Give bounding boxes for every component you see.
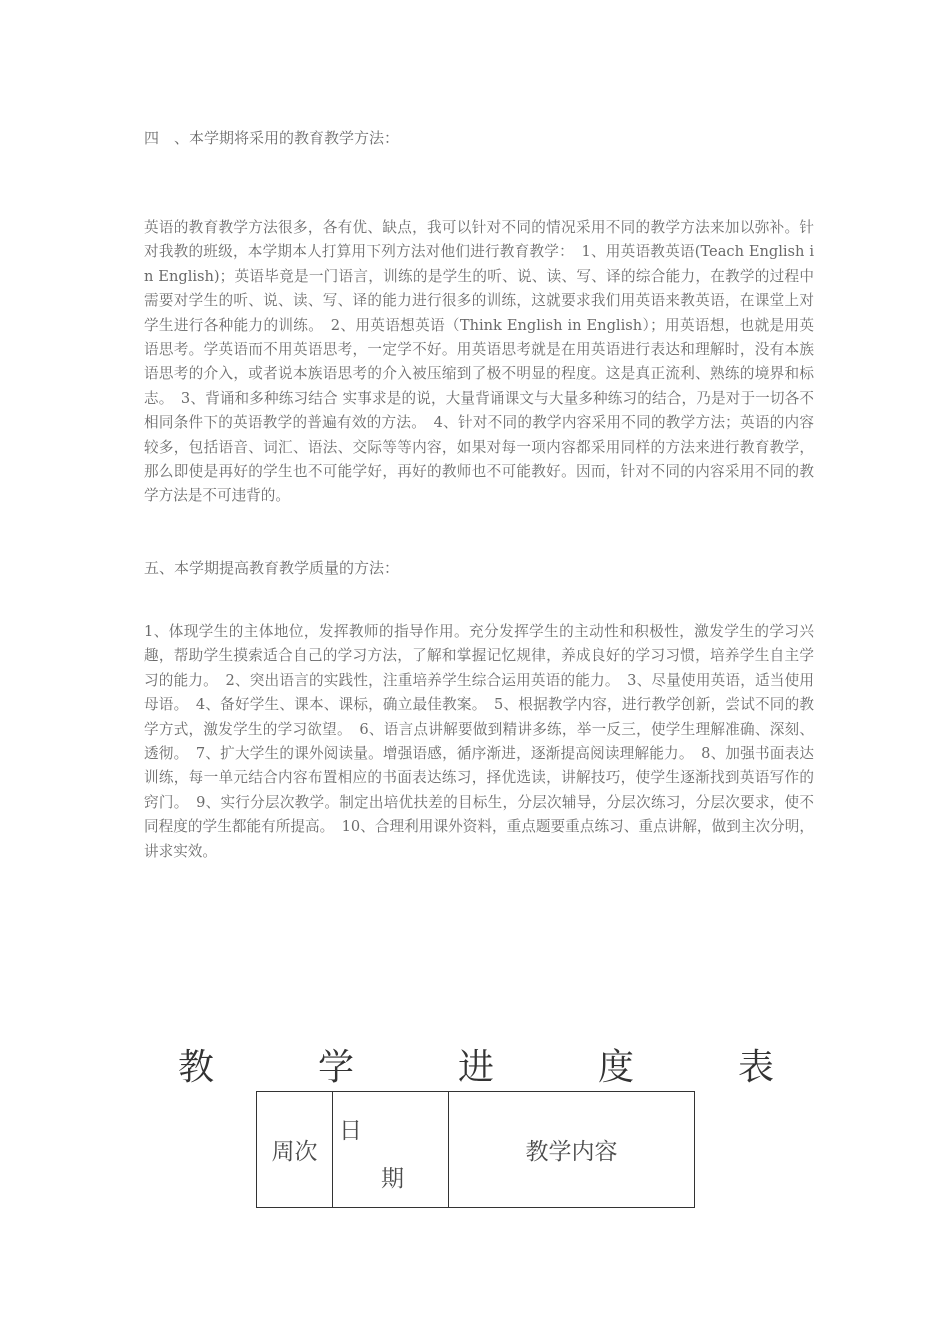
schedule-title bbox=[178, 1042, 774, 1094]
date-header-top: 日 bbox=[339, 1118, 362, 1144]
date-header bbox=[333, 1092, 449, 1208]
schedule-title-char: 学 bbox=[317, 1047, 354, 1088]
section-5-body: 1、体现学生的主体地位，发挥教师的指导作用。充分发挥学生的主动性和积极性，激发学生的学习兴趣，帮助学生摸索适合自己的学习方法，了解和掌握记忆规律，养成良好的学习习惯，培养学生自主学习的能力。 2、突出语言的实践性，注重培养学生综合运用英语的能力。 3、尽量使用英语，适当使用母语。 4、备好学生、课本、课标，确立最佳教案。 5、根据教学内容，进行教学创新，尝试不同的教学方式，激发学生的学习欲望。 6、语言点讲解要做到精讲多练，举一反三，使学生理解准确、深刻、透彻。 7、扩大学生的课外阅读量。增强语感，循序渐进，逐渐提高阅读理解能力。 8、加强书面表达训练，每一单元结合内容布置相应的书面表达练习，择优选读，讲解技巧，使学生逐渐找到英语写作的窍门。 9、实行分层次教学。制定出培优扶差的目标生，分层次辅导，分层次练习，分层次要求，使不同程度的学生都能有所提高。 10、合理利用课外资料，重点题要重点练习、重点讲解，做到主次分明，讲求实效。 bbox=[144, 623, 814, 860]
schedule-table bbox=[256, 1091, 695, 1208]
content-header: 教学内容 bbox=[449, 1092, 695, 1208]
schedule-title-char: 教 bbox=[178, 1047, 215, 1088]
section-4-body: 英语的教育教学方法很多，各有优、缺点，我可以针对不同的情况采用不同的教学方法来加以弥补。针对我教的班级，本学期本人打算用下列方法对他们进行教育教学： 1、用英语教英语(Teach English in English)；英语毕竟是一门语言，训练的是学生的听、说、读、写、译的综合能力，在教学的过程中需要对学生的听、说、读、写、译的能力进行很多的训练，这就要求我们用英语来教英语，在课堂上对学生进行各种能力的训练。 2、用英语想英语（Think English in English）；用英语想，也就是用英语思考。学英语而不用英语思考，一定学不好。用英语思考就是在用英语进行表达和理解时，没有本族语思考的介入，或者说本族语思考的介入被压缩到了极不明显的程度。这是真正流利、熟练的境界和标志。 3、背诵和多种练习结合 实事求是的说，大量背诵课文与大量多种练习的结合，乃是对于一切各不相同条件下的英语教学的普遍有效的方法。 4、针对不同的教学内容采用不同的教学方法；英语的内容较多，包括语音、词汇、语法、交际等等内容，如果对每一项内容都采用同样的方法来进行教育教学，那么即使是再好的学生也不可能学好，再好的教师也不可能教好。因而，针对不同的内容采用不同的教学方法是不可违背的。 bbox=[144, 219, 814, 505]
schedule-title-char: 度 bbox=[597, 1047, 634, 1088]
section-4-heading: 四 、本学期将采用的教育教学方法： bbox=[144, 129, 400, 147]
date-header-bottom: 期 bbox=[381, 1166, 404, 1192]
schedule-title-char: 表 bbox=[737, 1047, 774, 1088]
week-header: 周次 bbox=[257, 1092, 333, 1208]
schedule-header-row bbox=[257, 1092, 695, 1208]
schedule-title-char: 进 bbox=[457, 1047, 494, 1088]
section-5-heading: 五、本学期提高教育教学质量的方法： bbox=[144, 559, 400, 577]
